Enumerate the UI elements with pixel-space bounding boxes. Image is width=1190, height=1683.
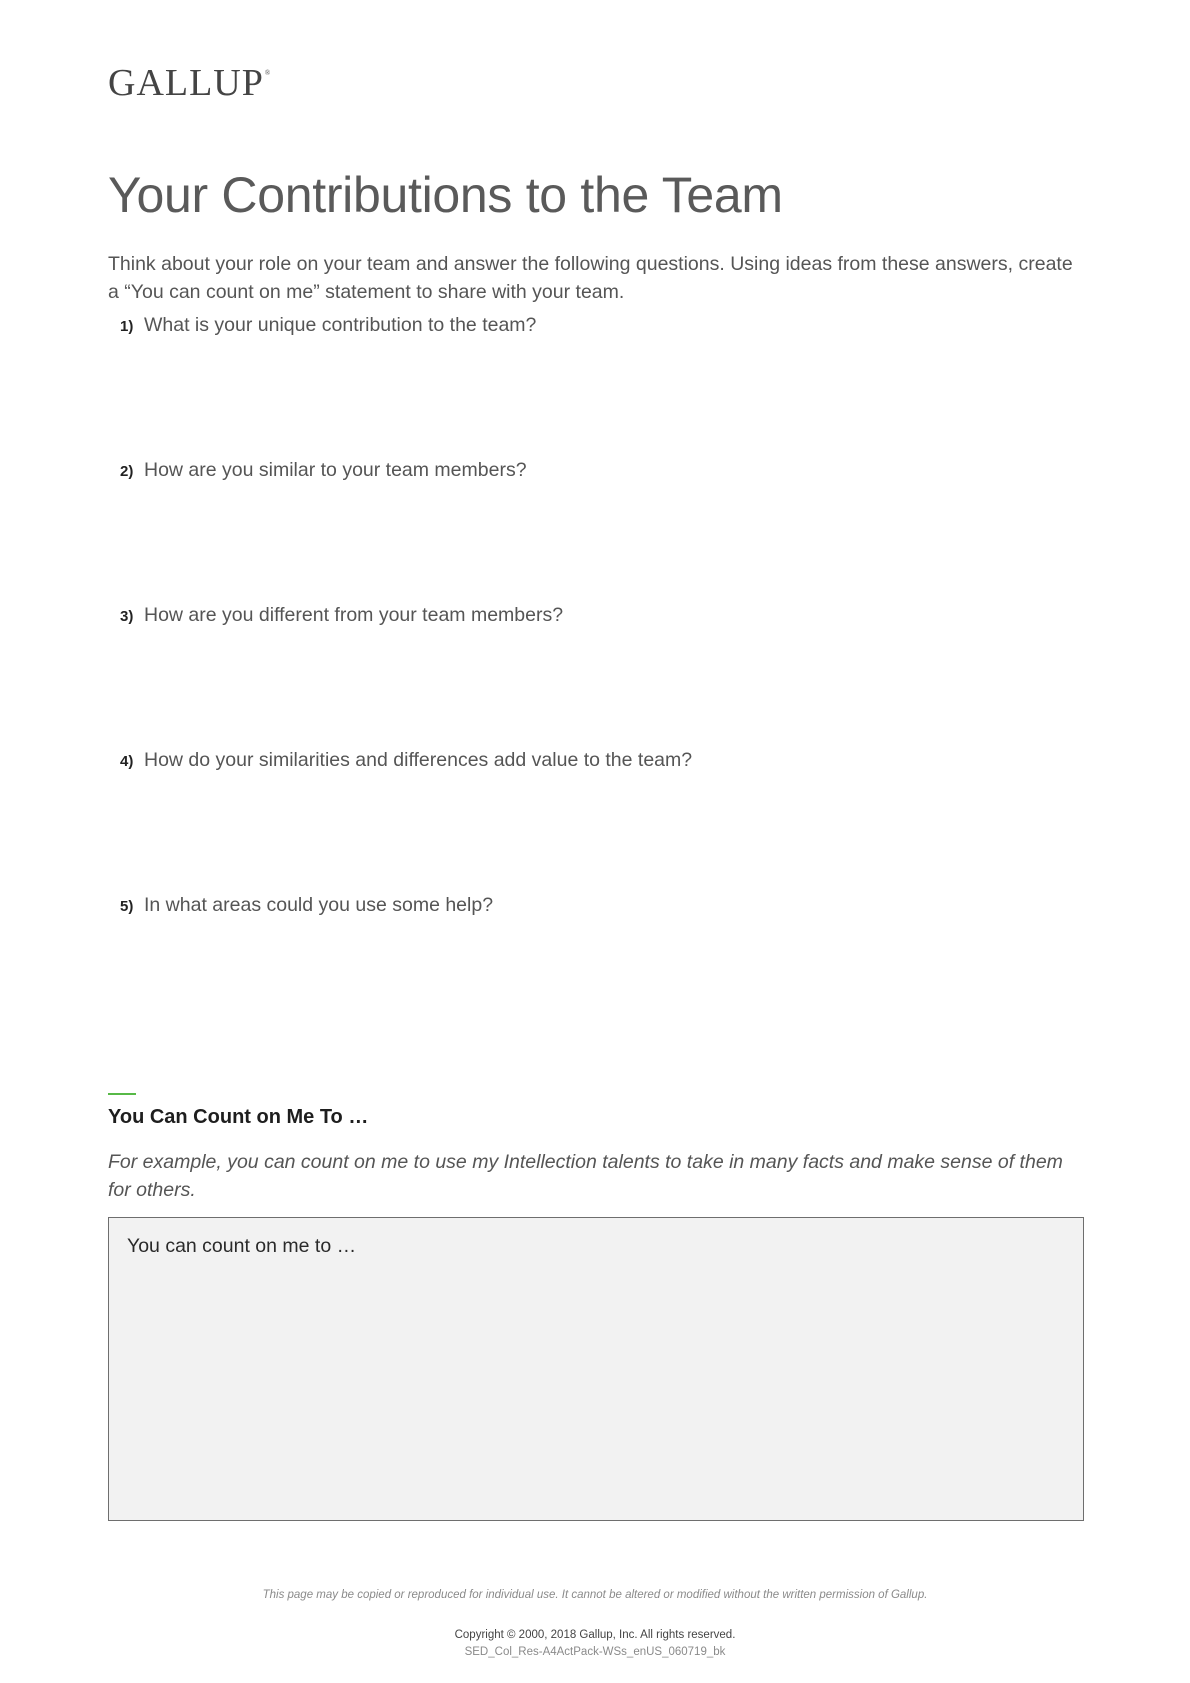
question-4 xyxy=(120,746,692,776)
question-text: How do your similarities and differences add value to the team? xyxy=(144,749,693,771)
count-on-me-answer-box[interactable] xyxy=(108,1217,1084,1521)
footer-document-code: SED_Col_Res-A4ActPack-WSs_enUS_060719_bk xyxy=(464,1646,726,1658)
count-on-me-heading: You Can Count on Me To … xyxy=(108,1106,369,1128)
question-number: 2) xyxy=(120,463,134,480)
question-text: In what areas could you use some help? xyxy=(144,894,494,916)
section-accent-rule xyxy=(108,1093,136,1095)
question-3 xyxy=(120,601,563,631)
question-5 xyxy=(120,891,493,921)
question-text: How are you similar to your team members? xyxy=(144,459,527,481)
question-number: 3) xyxy=(120,608,134,625)
footer-copyright: Copyright © 2000, 2018 Gallup, Inc. All rights reserved. xyxy=(454,1629,736,1641)
intro-text: Think about your role on your team and answer the following questions. Using ideas from these answers, create a “You can count on me” statement to share with your team. xyxy=(108,253,1073,303)
question-2 xyxy=(120,456,527,486)
question-text: How are you different from your team members? xyxy=(144,604,564,626)
answer-box-label: You can count on me to … xyxy=(127,1235,357,1257)
gallup-logo xyxy=(108,64,270,102)
footer-disclaimer: This page may be copied or reproduced for individual use. It cannot be altered or modified without the written permission of Gallup. xyxy=(262,1589,928,1601)
count-on-me-example: For example, you can count on me to use my Intellection talents to take in many facts and make sense of them for others. xyxy=(108,1151,1063,1201)
question-number: 4) xyxy=(120,753,134,770)
question-number: 1) xyxy=(120,318,134,335)
question-1 xyxy=(120,311,536,341)
question-text: What is your unique contribution to the team? xyxy=(144,314,537,336)
logo-text: GALLUP xyxy=(108,62,264,104)
page-title: Your Contributions to the Team xyxy=(108,167,783,223)
registered-mark: ® xyxy=(264,69,272,77)
question-number: 5) xyxy=(120,898,134,915)
